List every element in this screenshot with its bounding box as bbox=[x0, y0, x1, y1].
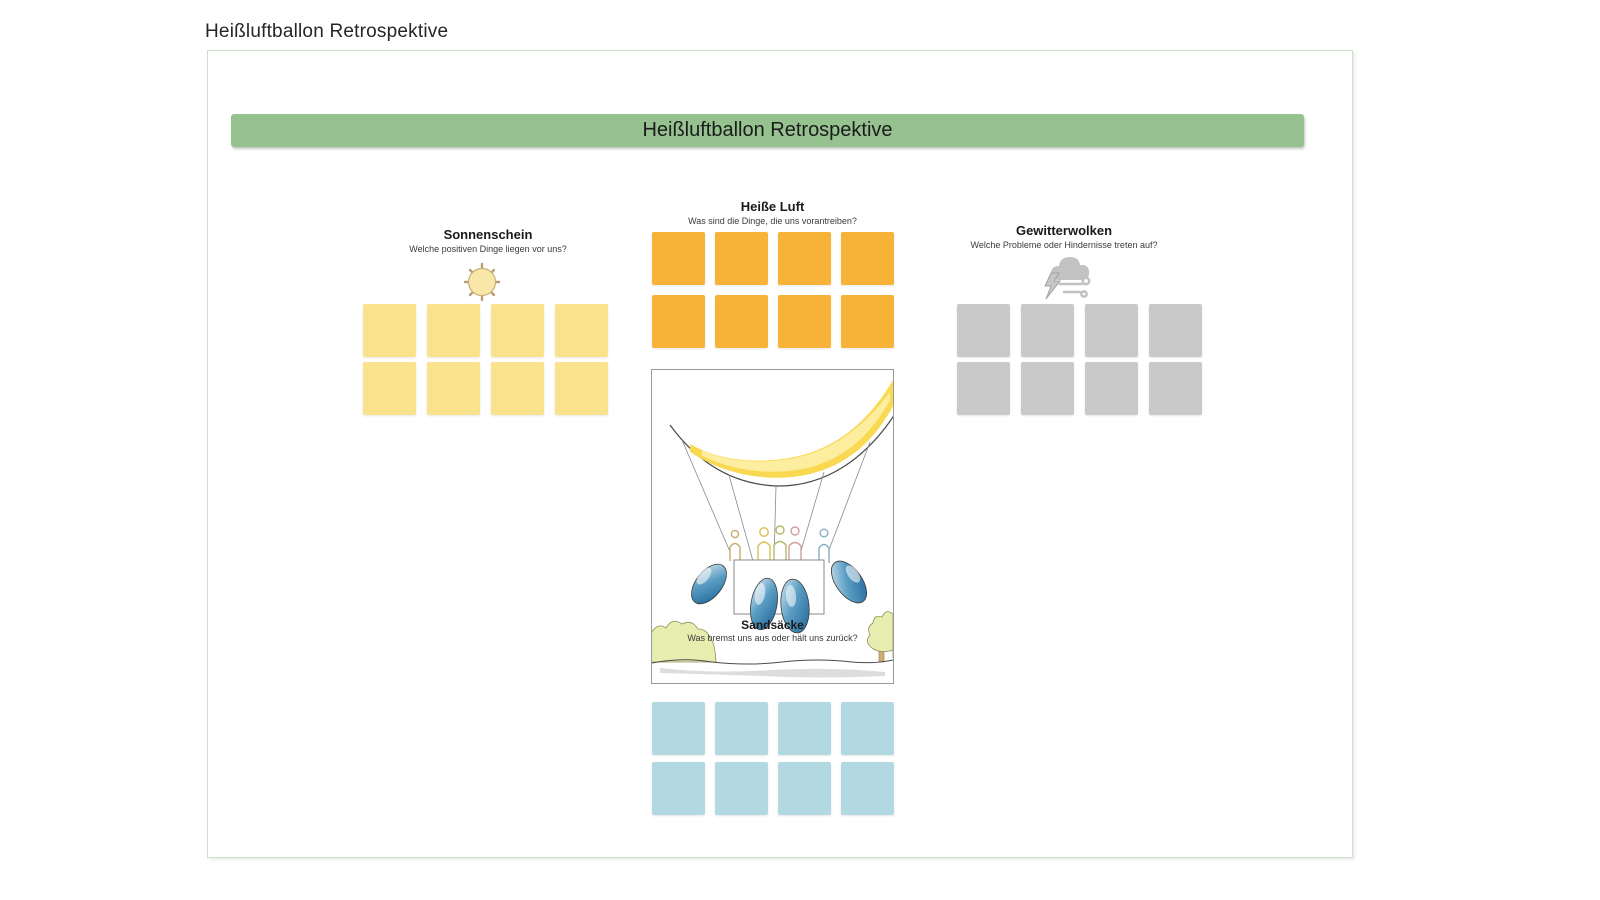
sticky-note[interactable] bbox=[957, 304, 1010, 357]
section-header-sonnenschein bbox=[368, 227, 608, 254]
section-title: Gewitterwolken bbox=[1015, 223, 1113, 238]
sticky-note[interactable] bbox=[652, 762, 705, 815]
sticky-note[interactable] bbox=[1085, 362, 1138, 415]
sandsaecke-notes-grid bbox=[652, 702, 894, 815]
sun-icon bbox=[462, 261, 502, 303]
sticky-note[interactable] bbox=[1021, 304, 1074, 357]
sticky-note[interactable] bbox=[652, 295, 705, 348]
sticky-note[interactable] bbox=[363, 362, 416, 415]
heisse-luft-notes-grid bbox=[652, 232, 894, 348]
section-header-gewitterwolken bbox=[944, 223, 1184, 250]
sticky-note[interactable] bbox=[841, 762, 894, 815]
sticky-note[interactable] bbox=[1149, 362, 1202, 415]
sticky-note[interactable] bbox=[778, 232, 831, 285]
sticky-note[interactable] bbox=[555, 304, 608, 357]
gewitterwolken-notes-grid bbox=[957, 304, 1202, 415]
section-subtitle: Was sind die Dinge, die uns vorantreiben? bbox=[688, 216, 857, 226]
sticky-note[interactable] bbox=[555, 362, 608, 415]
retro-board-canvas bbox=[207, 50, 1353, 858]
page-title: Heißluftballon Retrospektive bbox=[205, 21, 449, 42]
sticky-note[interactable] bbox=[841, 295, 894, 348]
sticky-note[interactable] bbox=[715, 762, 768, 815]
section-title: Sandsäcke bbox=[741, 618, 804, 632]
section-header-sandsaecke bbox=[652, 618, 893, 643]
sticky-note[interactable] bbox=[715, 295, 768, 348]
section-subtitle: Welche Probleme oder Hindernisse treten auf? bbox=[970, 240, 1158, 250]
board-banner-title: Heißluftballon Retrospektive bbox=[642, 119, 893, 141]
sticky-note[interactable] bbox=[957, 362, 1010, 415]
sticky-note[interactable] bbox=[1021, 362, 1074, 415]
section-title: Heiße Luft bbox=[740, 199, 805, 214]
section-subtitle: Welche positiven Dinge liegen vor uns? bbox=[409, 244, 567, 254]
sticky-note[interactable] bbox=[841, 702, 894, 755]
balloon-illustration[interactable] bbox=[651, 369, 894, 684]
sticky-note[interactable] bbox=[427, 362, 480, 415]
section-title: Sonnenschein bbox=[443, 227, 533, 242]
storm-cloud-icon bbox=[1037, 253, 1099, 301]
sonnenschein-notes-grid bbox=[363, 304, 608, 415]
sticky-note[interactable] bbox=[1085, 304, 1138, 357]
sticky-note[interactable] bbox=[427, 304, 480, 357]
sticky-note[interactable] bbox=[652, 232, 705, 285]
sticky-note[interactable] bbox=[715, 232, 768, 285]
section-subtitle: Was bremst uns aus oder hält uns zurück? bbox=[687, 633, 858, 643]
sticky-note[interactable] bbox=[778, 295, 831, 348]
sticky-note[interactable] bbox=[652, 702, 705, 755]
sticky-note[interactable] bbox=[778, 702, 831, 755]
sticky-note[interactable] bbox=[1149, 304, 1202, 357]
section-header-heisse-luft bbox=[651, 199, 894, 226]
board-banner[interactable] bbox=[231, 114, 1304, 147]
sticky-note[interactable] bbox=[778, 762, 831, 815]
sticky-note[interactable] bbox=[491, 362, 544, 415]
sticky-note[interactable] bbox=[715, 702, 768, 755]
sticky-note[interactable] bbox=[491, 304, 544, 357]
sticky-note[interactable] bbox=[841, 232, 894, 285]
sticky-note[interactable] bbox=[363, 304, 416, 357]
